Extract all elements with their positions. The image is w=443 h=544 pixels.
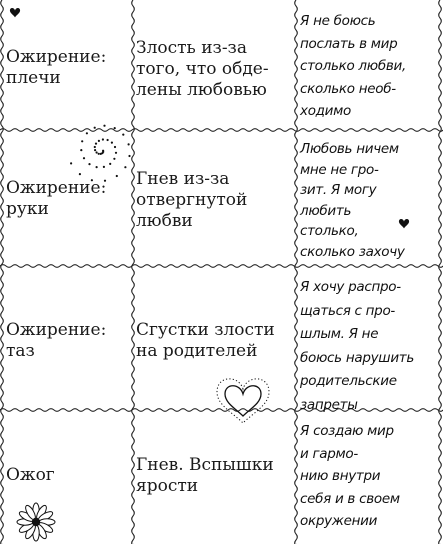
- row-1-affirmation-line-1: Я не боюсь: [300, 13, 376, 29]
- row-1-affirmation-line-3: столько любви,: [300, 58, 406, 74]
- doodle-heart-icon: [217, 379, 269, 423]
- row-3-affirmation: [300, 276, 440, 417]
- row-divider-1: [0, 129, 443, 132]
- row-2-cause-line-3: любви: [136, 211, 193, 231]
- row-3-affirmation-line-3: шлым. Я не: [300, 326, 379, 342]
- row-3-condition-line-2: таз: [6, 341, 35, 361]
- row-3-condition-line-1: Ожирение:: [6, 320, 107, 340]
- column-divider-2: [132, 0, 135, 544]
- row-2-affirmation-line-2: мне не гро-: [300, 161, 379, 178]
- row-4-affirmation: [300, 420, 440, 533]
- row-3-cause-line-1: Сгустки злости: [136, 320, 275, 340]
- row-1-affirmation-line-2: послать в мир: [300, 35, 398, 52]
- column-divider-3: [295, 0, 298, 544]
- row-2-condition: [6, 178, 130, 220]
- row-2-cause-line-2: отвергнутой: [136, 190, 248, 210]
- row-3-affirmation-line-6: запреты: [300, 396, 358, 413]
- row-3-condition: [6, 320, 130, 362]
- row-3-affirmation-line-2: щаться с про-: [300, 302, 395, 319]
- row-1-cause: [136, 38, 294, 101]
- row-4-affirmation-line-1: Я создаю мир: [300, 423, 394, 439]
- row-4-affirmation-line-3: нию внутри: [300, 468, 381, 484]
- row-2-affirmation-line-6: сколько захочу: [300, 243, 405, 260]
- row-1-cause-line-3: лены любовью: [136, 80, 267, 100]
- heart-icon: [10, 8, 20, 17]
- row-1-condition: [6, 47, 130, 89]
- dotted-spiral-icon: [70, 125, 131, 182]
- row-3-cause: [136, 320, 294, 362]
- row-4-affirmation-line-5: окружении: [300, 513, 378, 529]
- row-2-affirmation-line-4: любить: [300, 202, 352, 219]
- row-4-affirmation-line-4: себя и в своем: [300, 490, 400, 507]
- daisy-flower-icon: [17, 503, 55, 541]
- row-1-condition-line-1: Ожирение:: [6, 47, 107, 67]
- row-4-condition-line-1: Ожог: [6, 465, 55, 485]
- row-divider-2: [0, 265, 443, 268]
- row-2-affirmation-line-3: зит. Я могу: [300, 182, 377, 198]
- row-2-cause: [136, 169, 294, 232]
- row-1-cause-line-2: того, что обде-: [136, 59, 269, 79]
- row-2-affirmation-line-5: столько,: [300, 223, 359, 239]
- row-1-condition-line-2: плечи: [6, 68, 61, 88]
- row-2-condition-line-1: Ожирение:: [6, 178, 107, 198]
- row-4-condition: [6, 465, 130, 486]
- row-1-affirmation-line-4: сколько необ-: [300, 80, 396, 97]
- row-2-cause-line-1: Гнев из-за: [136, 169, 230, 189]
- row-1-affirmation-line-5: ходимо: [300, 103, 352, 119]
- row-4-cause: [136, 455, 294, 497]
- row-4-cause-line-1: Гнев. Вспышки: [136, 455, 274, 475]
- row-3-affirmation-line-4: боюсь нарушить: [300, 349, 415, 366]
- row-4-affirmation-line-2: и гармо-: [300, 445, 358, 462]
- row-1-cause-line-1: Злость из-за: [136, 38, 247, 58]
- row-2-affirmation: [300, 139, 440, 262]
- row-3-affirmation-line-1: Я хочу распро-: [300, 279, 401, 295]
- row-1-affirmation: [300, 10, 440, 123]
- row-3-affirmation-line-5: родительские: [300, 373, 397, 389]
- row-2-affirmation-line-1: Любовь ничем: [300, 141, 399, 157]
- row-4-cause-line-2: ярости: [136, 476, 199, 496]
- row-3-cause-line-2: на родителей: [136, 341, 258, 361]
- column-divider-1: [1, 0, 4, 544]
- row-2-condition-line-2: руки: [6, 199, 49, 219]
